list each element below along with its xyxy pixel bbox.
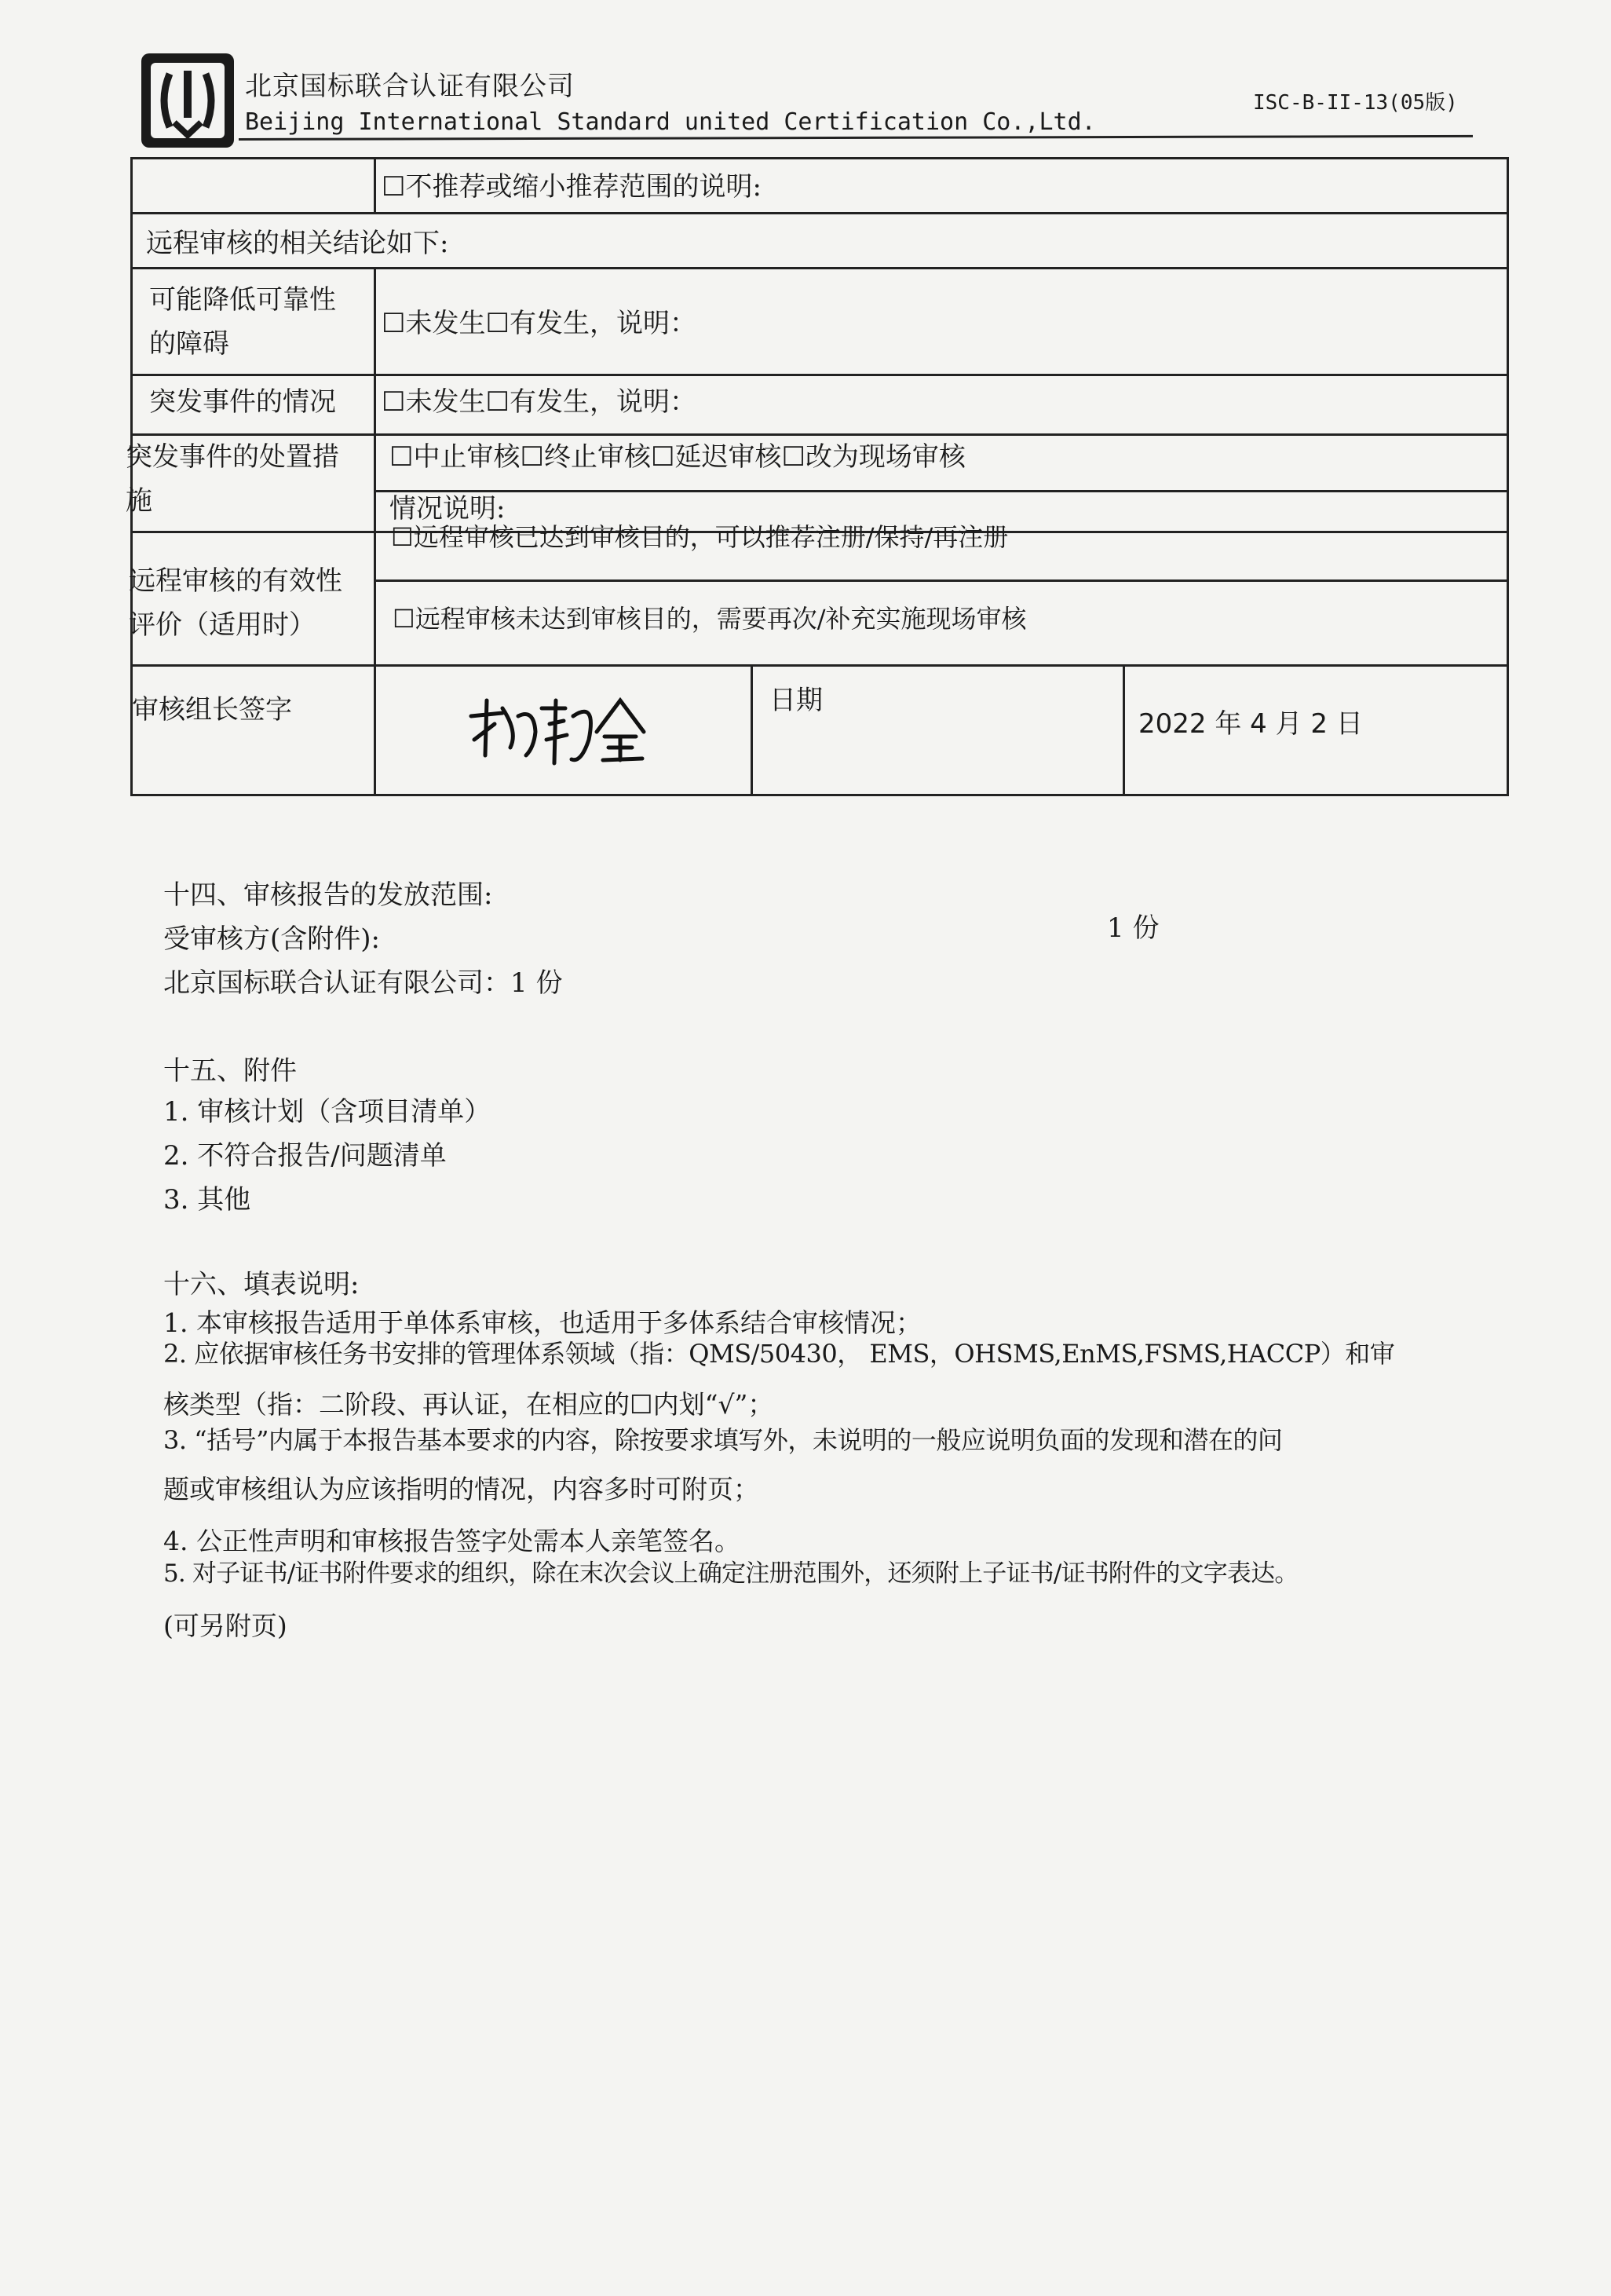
row-divider <box>130 374 1509 376</box>
section14-line1: 受审核方(含附件): <box>163 923 380 955</box>
emergency-value: ☐未发生☐有发生，说明： <box>382 386 696 418</box>
row-divider <box>130 664 1509 667</box>
row-divider <box>375 579 1509 582</box>
col-divider <box>374 157 376 212</box>
date-label: 日期 <box>769 685 823 716</box>
col-divider <box>751 664 753 796</box>
scope-note: ☐不推荐或缩小推荐范围的说明: <box>382 171 762 203</box>
validity-option-1: ☐远程审核已达到审核目的，可以推荐注册/保持/再注册 <box>391 522 1009 552</box>
section16-line: 3. “括号”内属于本报告基本要求的内容，除按要求填写外，未说明的一般应说明负面的发现和潜在的问 <box>163 1425 1283 1455</box>
obstacle-label-line1: 可能降低可靠性 <box>149 284 336 316</box>
handwritten-signature <box>463 685 652 771</box>
section16-line: 5. 对子证书/证书附件要求的组织，除在末次会议上确定注册范围外，还须附上子证书/证书附件的文字表达。 <box>163 1559 1299 1588</box>
obstacle-value: ☐未发生☐有发生，说明： <box>382 308 696 339</box>
section14-line2: 北京国标联合认证有限公司：1 份 <box>163 967 563 999</box>
section15-item: 1. 审核计划（含项目清单） <box>163 1096 491 1128</box>
section16-line: 题或审核组认为应该指明的情况，内容多时可附页； <box>163 1474 759 1504</box>
section14-title: 十四、审核报告的发放范围: <box>163 879 493 911</box>
company-name-en: Beijing International Standard united Certification Co.,Ltd. <box>245 108 1096 136</box>
company-logo-icon <box>138 50 237 151</box>
section16-title: 十六、填表说明: <box>163 1269 360 1300</box>
section15-item: 3. 其他 <box>163 1184 251 1216</box>
validity-label-line1: 远程审核的有效性 <box>129 565 342 597</box>
emergency-label: 突发事件的情况 <box>149 386 336 418</box>
measures-label-line2: 施 <box>126 485 152 517</box>
validity-option-2: ☐远程审核未达到审核目的，需要再次/补充实施现场审核 <box>393 604 1027 634</box>
row-divider <box>130 267 1509 269</box>
section16-line: 1. 本审核报告适用于单体系审核，也适用于多体系结合审核情况； <box>163 1307 922 1338</box>
section14-line1-copies: 1 份 <box>1107 912 1160 944</box>
measures-label-line1: 突发事件的处置措 <box>126 441 339 473</box>
section16-line: 4. 公正性声明和审核报告签字处需本人亲笔签名。 <box>163 1526 740 1556</box>
section16-line: 2. 应依据审核任务书安排的管理体系领域（指：QMS/50430， EMS，OHSMS,EnMS,FSMS,HACCP）和审 <box>163 1339 1395 1369</box>
row-divider <box>130 212 1509 214</box>
measures-options: ☐中止审核☐终止审核☐延迟审核☐改为现场审核 <box>389 441 966 473</box>
leader-sign-label: 审核组长签字 <box>132 694 292 726</box>
company-name-cn: 北京国标联合认证有限公司 <box>245 71 575 102</box>
section16-line: 核类型（指：二阶段、再认证，在相应的☐内划“√”； <box>163 1389 774 1420</box>
section15-title: 十五、附件 <box>163 1055 297 1087</box>
section16-line: (可另附页) <box>163 1610 287 1641</box>
validity-label-line2: 评价（适用时） <box>129 609 316 641</box>
form-code: ISC-B-II-13(05版) <box>1253 91 1458 115</box>
col-divider <box>1123 664 1125 796</box>
row-divider <box>375 490 1509 492</box>
remote-conclusion-label: 远程审核的相关结论如下: <box>146 228 449 259</box>
col-divider <box>374 267 376 796</box>
obstacle-label-line2: 的障碍 <box>149 328 229 360</box>
measures-note: 情况说明: <box>389 493 506 525</box>
section15-item: 2. 不符合报告/问题清单 <box>163 1140 447 1172</box>
date-value: 2022 年 4 月 2 日 <box>1138 708 1363 740</box>
row-divider <box>130 433 1509 436</box>
